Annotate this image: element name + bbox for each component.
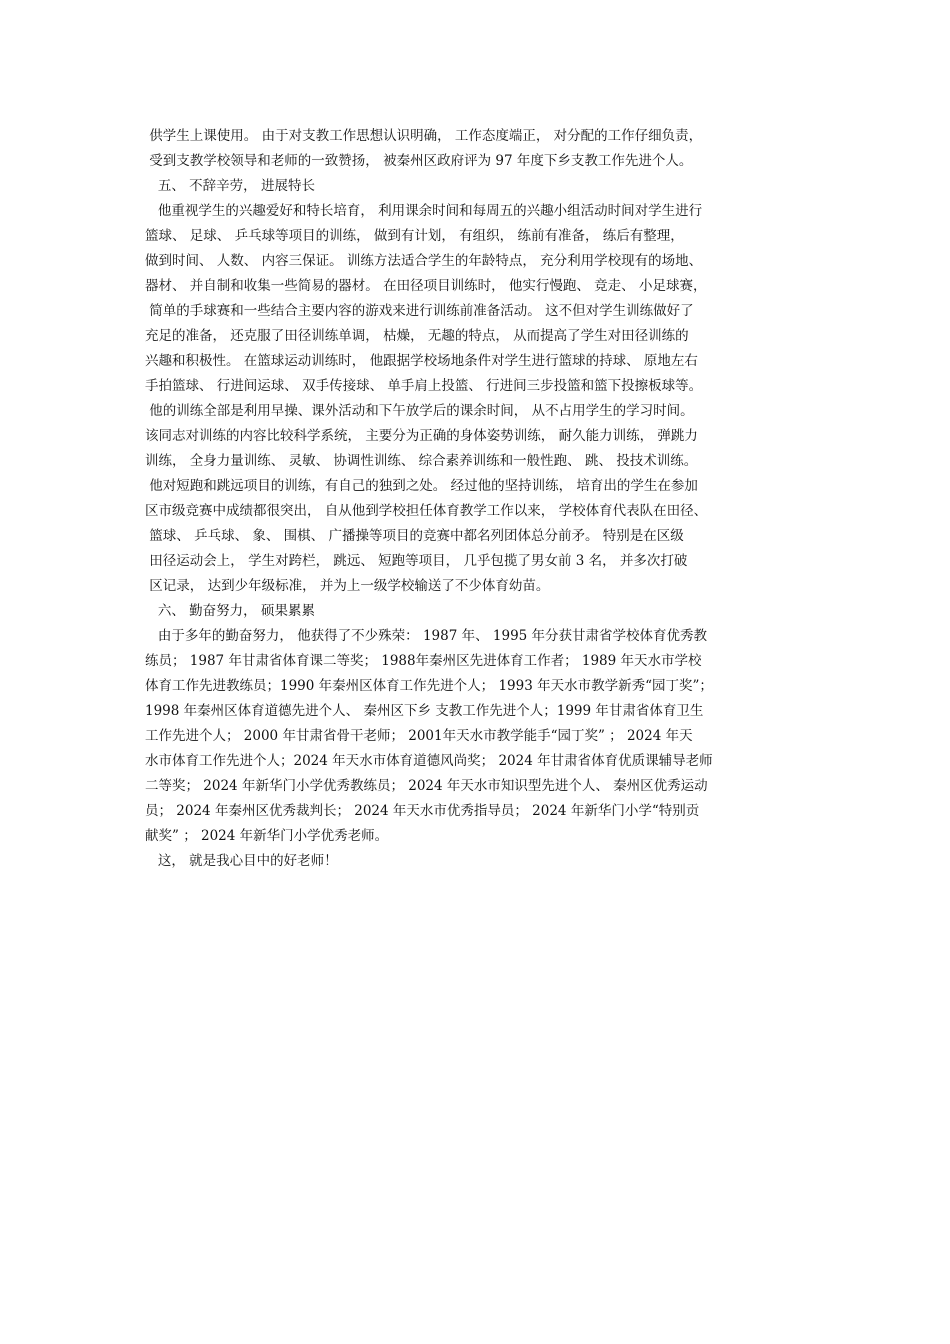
text-line: 工作先进个人； 2000 年甘肃省骨干老师； 2001年天水市教学能手“园丁奖” ； 2024 年天 [145,728,693,744]
section-heading-6: 六、 勤奋努力， 硕果累累 [145,603,315,619]
text-line: 体育工作先进教练员；1990 年秦州区体育工作先进个人； 1993 年天水市教学新秀“园丁奖”； [145,678,713,694]
text-line: 他重视学生的兴趣爱好和特长培育， 利用课余时间和每周五的兴趣小组活动时间对学生进行 [145,203,703,219]
text-line: 他的训练全部是利用早操、课外活动和下午放学后的课余时间， 从不占用学生的学习时间。 [145,403,694,419]
text-line: 献奖” ； 2024 年新华门小学优秀老师。 [145,828,389,844]
text-line: 水市体育工作先进个人；2024 年天水市体育道德风尚奖； 2024 年甘肃省体育优质课辅导老师 [145,753,713,769]
text-line: 器材、 并自制和收集一些简易的器材。 在田径项目训练时， 他实行慢跑、 竞走、 小足球赛， [145,278,707,294]
text-line: 区市级竞赛中成绩都很突出， 自从他到学校担任体育教学工作以来， 学校体育代表队在田径、 [145,503,708,519]
text-line: 供学生上课使用。 由于对支教工作思想认识明确， 工作态度端正， 对分配的工作仔细负责， [145,128,703,144]
text-line: 篮球、 足球、 乒乓球等项目的训练， 做到有计划， 有组织， 练前有准备， 练后有整理， [145,228,684,244]
text-line: 该同志对训练的内容比较科学系统， 主要分为正确的身体姿势训练， 耐久能力训练， 弹跳力 [145,428,698,444]
text-line: 区记录， 达到少年级标准， 并为上一级学校输送了不少体育幼苗。 [145,578,550,594]
text-line: 员； 2024 年秦州区优秀裁判长； 2024 年天水市优秀指导员； 2024 年新华门小学“特别贡 [145,803,700,819]
document-page [145,124,815,874]
text-line: 二等奖； 2024 年新华门小学优秀教练员； 2024 年天水市知识型先进个人、 秦州区优秀运动 [145,778,708,794]
text-line: 做到时间、 人数、 内容三保证。 训练方法适合学生的年龄特点， 充分利用学校现有的场地、 [145,253,703,269]
text-line: 充足的准备， 还克服了田径训练单调， 枯燥， 无趣的特点， 从而提高了学生对田径训练的 [145,328,689,344]
text-line: 他对短跑和跳远项目的训练，有自己的独到之处。 经过他的坚持训练， 培育出的学生在参加 [145,478,698,494]
text-line: 兴趣和积极性。 在篮球运动训练时， 他跟据学校场地条件对学生进行篮球的持球、 原地左右 [145,353,698,369]
text-line: 训练， 全身力量训练、 灵敏、 协调性训练、 综合素养训练和一般性跑、 跳、 投技术训练。 [145,453,698,469]
text-line: 田径运动会上， 学生对跨栏， 跳远、 短跑等项目， 几乎包揽了男女前 3 名， 并多次打破 [145,553,688,569]
text-line: 练员； 1987 年甘肃省体育课二等奖； 1988年秦州区先进体育工作者； 1989 年天水市学校 [145,653,702,669]
closing-line: 这， 就是我心目中的好老师！ [145,853,338,869]
text-line: 由于多年的勤奋努力， 他获得了不少殊荣： 1987 年、 1995 年分获甘肃省学校体育优秀教 [145,628,708,644]
text-line: 1998 年秦州区体育道德先进个人、 秦州区下乡 支教工作先进个人；1999 年甘肃省体育卫生 [145,703,704,719]
text-line: 手拍篮球、 行进间运球、 双手传接球、 单手肩上投篮、 行进间三步投篮和篮下投擦板球等。 [145,378,703,394]
text-line: 受到支教学校领导和老师的一致赞扬， 被秦州区政府评为 97 年度下乡支教工作先进个人。 [145,153,693,169]
text-line: 简单的手球赛和一些结合主要内容的游戏来进行训练前准备活动。 这不但对学生训练做好了 [145,303,694,319]
text-line: 篮球、 乒乓球、 象、 围棋、 广播操等项目的竞赛中都名列团体总分前矛。 特别是在区级 [145,528,684,544]
section-heading-5: 五、 不辞辛劳， 进展特长 [145,178,315,194]
